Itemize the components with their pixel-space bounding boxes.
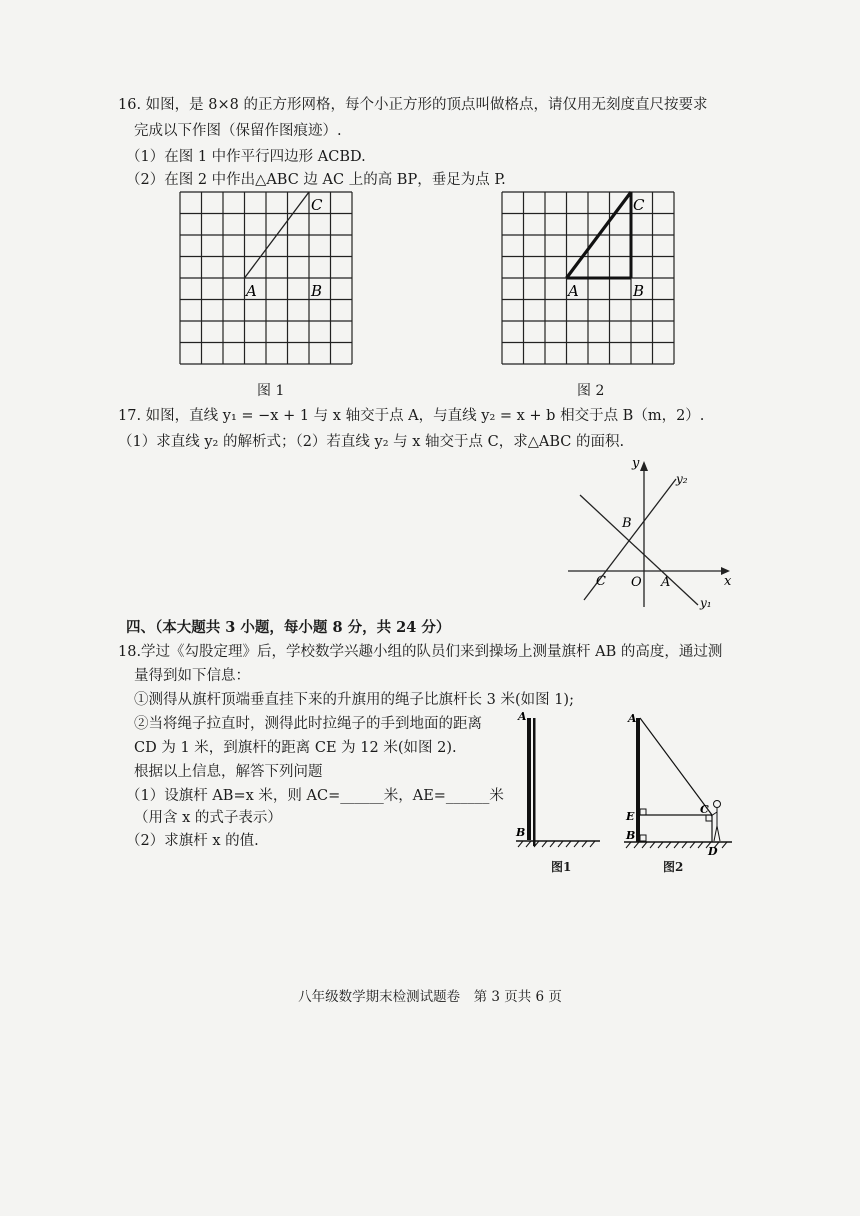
q16-line1: 16. 如图，是 8×8 的正方形网格，每个小正方形的顶点叫做格点，请仅用无刻度直尺按要求: [118, 97, 708, 113]
ground-hatch: [518, 841, 595, 847]
q18-fig1-caption: 图1: [551, 860, 572, 874]
label-a: A: [518, 710, 527, 723]
label-e: E: [626, 810, 635, 823]
right-angle-e: [640, 809, 646, 815]
q18-info1: ①测得从旗杆顶端垂直挂下来的升旗用的绳子比旗杆长 3 米(如图 1);: [134, 692, 574, 708]
label-x: x: [724, 574, 732, 589]
label-y1: y₁: [700, 596, 712, 610]
q18-figure-2: [620, 704, 740, 864]
page-footer: 八年级数学期末检测试题卷 第 3 页共 6 页: [298, 989, 562, 1005]
q18-line1: 18.学过《勾股定理》后，学校数学兴趣小组的队员们来到操场上测量旗杆 AB 的高度，通过测: [118, 644, 723, 660]
q18-info2a: ②当将绳子拉直时，测得此时拉绳子的手到地面的距离: [134, 716, 482, 732]
q18-part1: （1）设旗杆 AB=x 米，则 AC=______米，AE=______米: [126, 788, 504, 804]
flagpole: [527, 718, 531, 840]
q18-info2b: CD 为 1 米，到旗杆的距离 CE 为 12 米(如图 2).: [134, 740, 457, 756]
q17-coordinate-graph: [560, 455, 740, 615]
q17-line1: 17. 如图，直线 y₁ = −x + 1 与 x 轴交于点 A，与直线 y₂ = x + b 相交于点 B（m，2）.: [118, 408, 705, 424]
section4-title: 四、（本大题共 3 小题，每小题 8 分，共 24 分）: [126, 619, 451, 636]
q18-line2: 量得到如下信息：: [134, 668, 250, 684]
label-b: B: [626, 829, 636, 842]
q16-figure-2: [498, 188, 678, 370]
label-a: A: [661, 575, 671, 590]
q17-line2: （1）求直线 y₂ 的解析式；（2）若直线 y₂ 与 x 轴交于点 C，求△ABC 的面积.: [118, 434, 625, 450]
q18-figure-1: [508, 704, 608, 854]
right-angle-b: [640, 835, 646, 841]
label-d: D: [708, 845, 718, 858]
q16-line2: 完成以下作图（保留作图痕迹）.: [134, 123, 342, 139]
label-c: C: [633, 196, 645, 214]
q18-prompt: 根据以上信息，解答下列问题: [134, 764, 323, 780]
q16-figure-1: [176, 188, 356, 370]
label-b: B: [622, 516, 632, 531]
label-a: A: [246, 282, 257, 300]
label-b: B: [633, 282, 645, 300]
label-c: C: [700, 803, 709, 816]
q18-fig2-caption: 图2: [663, 860, 684, 874]
label-a: A: [628, 712, 637, 725]
label-y: y: [632, 456, 640, 471]
q16-fig2-caption: 图 2: [577, 383, 605, 399]
q18-part2: （2）求旗杆 x 的值.: [126, 833, 259, 849]
rope: [533, 718, 536, 846]
q16-part1: （1）在图 1 中作平行四边形 ACBD.: [126, 149, 366, 165]
y-axis-arrow-icon: [640, 461, 648, 471]
label-y2: y₂: [676, 472, 688, 486]
label-a: A: [568, 282, 579, 300]
label-b: B: [311, 282, 323, 300]
grid-lines: [180, 192, 352, 364]
label-c: C: [596, 574, 606, 589]
flagpole: [636, 718, 640, 842]
label-o: O: [631, 575, 642, 590]
q16-fig1-caption: 图 1: [257, 383, 285, 399]
q18-part1b: （用含 x 的式子表示）: [134, 810, 282, 826]
label-b: B: [516, 826, 526, 839]
rope-ac: [640, 718, 712, 815]
q16-part2: （2）在图 2 中作出△ABC 边 AC 上的高 BP，垂足为点 P.: [126, 172, 506, 188]
label-c: C: [311, 196, 323, 214]
